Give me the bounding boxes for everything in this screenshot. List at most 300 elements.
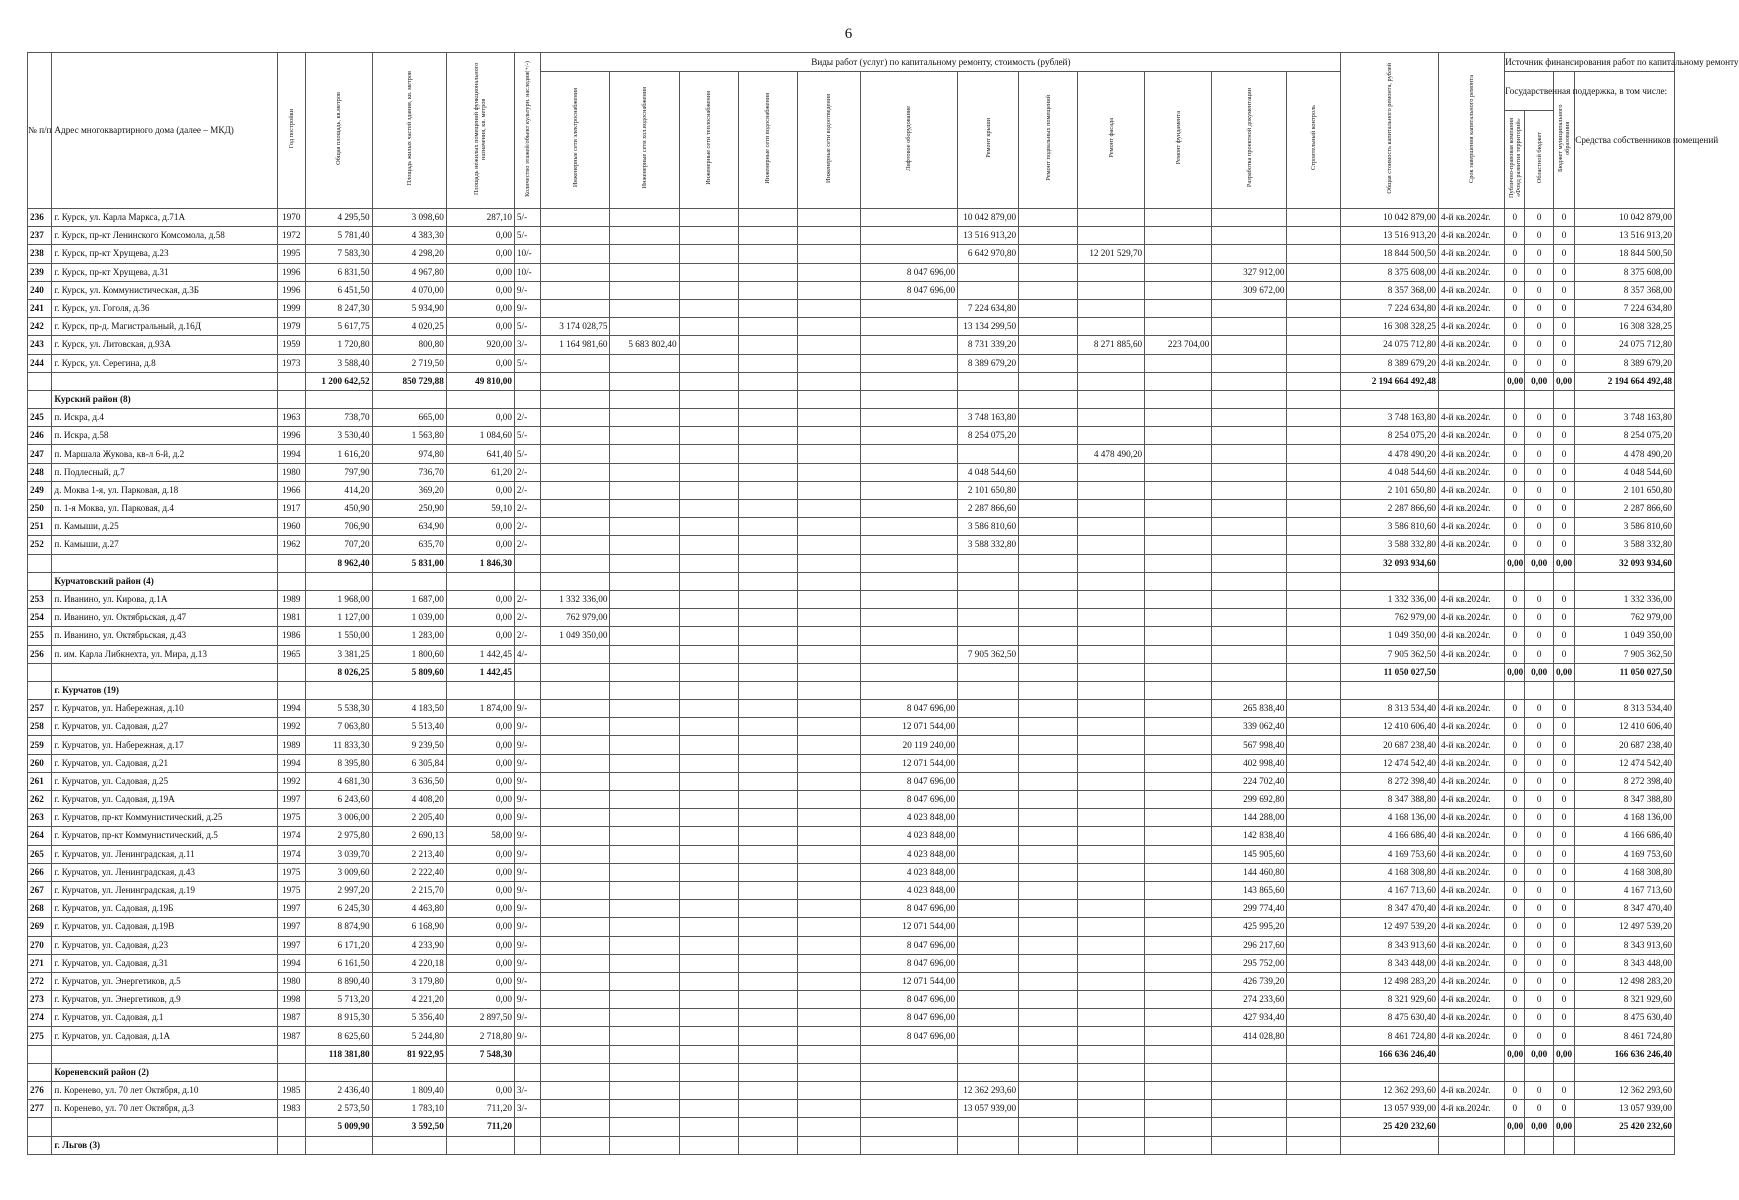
subtotal-work-design [1212, 1118, 1287, 1136]
row-work-sew [797, 245, 860, 263]
row-fund: 0 [1505, 881, 1525, 899]
row-total-cost: 8 343 913,60 [1341, 936, 1439, 954]
row-living-area: 4 298,20 [372, 245, 446, 263]
row-address: г. Курск, пр-кт Хрущева, д.23 [52, 245, 278, 263]
row-work-roof [958, 918, 1019, 936]
row-nonres-area: 0,00 [446, 627, 514, 645]
row-fund: 0 [1505, 900, 1525, 918]
row-work-foundation [1145, 881, 1212, 899]
section-empty-cell [278, 572, 305, 590]
row-work-lift: 20 119 240,00 [860, 736, 958, 754]
row-work-facade [1078, 1082, 1145, 1100]
row-living-area: 4 070,00 [372, 281, 446, 299]
section-empty-cell [679, 390, 738, 408]
row-year: 1998 [278, 991, 305, 1009]
header-fund: Публично-правовая компания «Фонд развития территорий» [1505, 111, 1525, 209]
section-empty-cell [1525, 1063, 1553, 1081]
row-work-control [1287, 609, 1341, 627]
subtotal-address [52, 372, 278, 390]
row-total-cost: 4 167 713,60 [1341, 881, 1439, 899]
row-work-elec [541, 427, 610, 445]
row-work-design [1212, 245, 1287, 263]
subtotal-floors [514, 1045, 540, 1063]
row-regional: 0 [1525, 1100, 1553, 1118]
row-work-facade [1078, 809, 1145, 827]
row-work-elec [541, 245, 610, 263]
row-work-gvs [738, 1082, 797, 1100]
row-municipal: 0 [1553, 900, 1574, 918]
row-work-gvs [738, 409, 797, 427]
section-empty-cell [679, 1063, 738, 1081]
section-empty-cell [1439, 572, 1505, 590]
section-empty-cell [1287, 572, 1341, 590]
row-fund: 0 [1505, 409, 1525, 427]
section-empty-cell [1212, 390, 1287, 408]
table-row [28, 1027, 1675, 1045]
row-work-hvs [610, 227, 679, 245]
subtotal-fund: 0,00 [1505, 554, 1525, 572]
row-number: 276 [28, 1082, 52, 1100]
row-work-basement [1019, 427, 1078, 445]
subtotal-deadline [1439, 554, 1505, 572]
section-empty-cell [958, 390, 1019, 408]
row-total-area: 6 171,20 [305, 936, 372, 954]
row-owners: 8 313 534,40 [1575, 700, 1675, 718]
row-fund: 0 [1505, 536, 1525, 554]
row-work-heat [679, 718, 738, 736]
row-deadline: 4-й кв.2024г. [1439, 281, 1505, 299]
row-owners: 8 343 913,60 [1575, 936, 1675, 954]
row-work-lift [860, 209, 958, 227]
row-floors: 9/- [514, 900, 540, 918]
row-work-control [1287, 209, 1341, 227]
row-work-facade [1078, 609, 1145, 627]
row-work-sew [797, 918, 860, 936]
row-floors: 2/- [514, 590, 540, 608]
row-deadline: 4-й кв.2024г. [1439, 1100, 1505, 1118]
section-empty-cell [610, 1136, 679, 1154]
row-year: 1974 [278, 845, 305, 863]
row-work-foundation [1145, 772, 1212, 790]
subtotal-work-elec [541, 1118, 610, 1136]
row-number: 267 [28, 881, 52, 899]
row-work-facade [1078, 1100, 1145, 1118]
table-row [28, 754, 1675, 772]
header-works-group: Виды работ (услуг) по капитальному ремонту, стоимость (рублей) [541, 53, 1341, 72]
subtotal-work-facade [1078, 372, 1145, 390]
subtotal-work-design [1212, 554, 1287, 572]
row-total-area: 8 874,90 [305, 918, 372, 936]
row-total-area: 2 997,20 [305, 881, 372, 899]
section-empty-cell [860, 1136, 958, 1154]
row-living-area: 3 179,80 [372, 972, 446, 990]
row-work-foundation [1145, 500, 1212, 518]
row-address: г. Курск, пр-д. Магистральный, д.16Д [52, 318, 278, 336]
row-work-basement [1019, 645, 1078, 663]
row-work-basement [1019, 700, 1078, 718]
row-work-elec [541, 645, 610, 663]
row-work-control [1287, 409, 1341, 427]
row-work-foundation [1145, 918, 1212, 936]
row-address: г. Курчатов, ул. Садовая, д.27 [52, 718, 278, 736]
row-work-heat [679, 245, 738, 263]
row-nonres-area: 0,00 [446, 954, 514, 972]
row-work-lift [860, 627, 958, 645]
row-work-roof [958, 736, 1019, 754]
row-nonres-area: 0,00 [446, 972, 514, 990]
subtotal-fund: 0,00 [1505, 1045, 1525, 1063]
row-work-foundation [1145, 209, 1212, 227]
subtotal-owners: 11 050 027,50 [1575, 663, 1675, 681]
row-work-hvs [610, 972, 679, 990]
row-work-gvs [738, 736, 797, 754]
row-floors: 3/- [514, 1100, 540, 1118]
section-empty-cell [1078, 390, 1145, 408]
row-work-facade [1078, 281, 1145, 299]
row-total-area: 5 617,75 [305, 318, 372, 336]
section-row [28, 1063, 1675, 1081]
row-work-elec [541, 1009, 610, 1027]
section-empty-cell [738, 681, 797, 699]
row-work-control [1287, 518, 1341, 536]
row-work-control [1287, 954, 1341, 972]
row-nonres-area: 1 084,60 [446, 427, 514, 445]
row-work-elec [541, 954, 610, 972]
row-work-roof: 7 905 362,50 [958, 645, 1019, 663]
subtotal-year [278, 1118, 305, 1136]
row-total-cost: 8 389 679,20 [1341, 354, 1439, 372]
row-work-heat [679, 954, 738, 972]
row-owners: 4 166 686,40 [1575, 827, 1675, 845]
row-floors: 5/- [514, 227, 540, 245]
row-work-lift [860, 481, 958, 499]
row-total-area: 2 436,40 [305, 1082, 372, 1100]
row-address: п. Камыши, д.25 [52, 518, 278, 536]
row-deadline: 4-й кв.2024г. [1439, 1009, 1505, 1027]
subtotal-deadline [1439, 1045, 1505, 1063]
row-floors: 10/- [514, 263, 540, 281]
row-work-foundation [1145, 754, 1212, 772]
row-work-elec [541, 227, 610, 245]
subtotal-owners: 166 636 246,40 [1575, 1045, 1675, 1063]
row-work-control [1287, 827, 1341, 845]
table-row [28, 991, 1675, 1009]
section-empty-cell [1439, 1063, 1505, 1081]
row-work-sew [797, 718, 860, 736]
subtotal-year [278, 1045, 305, 1063]
row-work-gvs [738, 536, 797, 554]
row-deadline: 4-й кв.2024г. [1439, 336, 1505, 354]
row-work-design [1212, 227, 1287, 245]
row-work-basement [1019, 518, 1078, 536]
row-work-sew [797, 881, 860, 899]
row-total-area: 8 247,30 [305, 299, 372, 317]
row-year: 1980 [278, 463, 305, 481]
row-work-foundation [1145, 536, 1212, 554]
row-work-gvs [738, 481, 797, 499]
section-empty-cell [1212, 1063, 1287, 1081]
row-work-hvs [610, 736, 679, 754]
row-work-gvs [738, 827, 797, 845]
row-work-foundation [1145, 227, 1212, 245]
row-work-hvs [610, 590, 679, 608]
row-work-lift: 4 023 848,00 [860, 863, 958, 881]
row-work-design [1212, 518, 1287, 536]
row-work-hvs [610, 772, 679, 790]
row-work-heat [679, 700, 738, 718]
row-work-sew [797, 954, 860, 972]
row-number: 242 [28, 318, 52, 336]
row-number: 245 [28, 409, 52, 427]
section-empty-cell [541, 681, 610, 699]
section-empty-cell [1575, 572, 1675, 590]
row-regional: 0 [1525, 336, 1553, 354]
row-work-gvs [738, 445, 797, 463]
row-fund: 0 [1505, 791, 1525, 809]
subtotal-total-cost: 2 194 664 492,48 [1341, 372, 1439, 390]
subtotal-work-heat [679, 1045, 738, 1063]
row-work-heat [679, 972, 738, 990]
row-work-design [1212, 627, 1287, 645]
row-work-sew [797, 209, 860, 227]
row-work-control [1287, 881, 1341, 899]
section-empty-cell [738, 390, 797, 408]
section-empty-cell [1439, 681, 1505, 699]
header-year: Год постройки [278, 53, 305, 209]
row-work-heat [679, 1082, 738, 1100]
subtotal-owners: 25 420 232,60 [1575, 1118, 1675, 1136]
row-regional: 0 [1525, 281, 1553, 299]
row-regional: 0 [1525, 881, 1553, 899]
row-work-elec [541, 845, 610, 863]
row-work-design: 414 028,80 [1212, 1027, 1287, 1045]
row-number: 250 [28, 500, 52, 518]
row-work-facade [1078, 1027, 1145, 1045]
row-living-area: 3 098,60 [372, 209, 446, 227]
row-work-gvs [738, 209, 797, 227]
row-work-heat [679, 881, 738, 899]
section-empty-cell [446, 390, 514, 408]
row-nonres-area: 0,00 [446, 754, 514, 772]
section-empty-cell [1145, 1136, 1212, 1154]
row-work-roof [958, 936, 1019, 954]
section-empty-cell [1019, 390, 1078, 408]
row-living-area: 5 934,90 [372, 299, 446, 317]
section-empty-cell [958, 1136, 1019, 1154]
row-work-hvs [610, 409, 679, 427]
row-owners: 16 308 328,25 [1575, 318, 1675, 336]
row-deadline: 4-й кв.2024г. [1439, 463, 1505, 481]
section-empty-cell [797, 390, 860, 408]
row-living-area: 2 215,70 [372, 881, 446, 899]
row-total-cost: 8 461 724,80 [1341, 1027, 1439, 1045]
row-owners: 2 287 866,60 [1575, 500, 1675, 518]
section-empty-cell [372, 1063, 446, 1081]
row-fund: 0 [1505, 627, 1525, 645]
row-work-design: 402 998,40 [1212, 754, 1287, 772]
row-work-roof: 8 389 679,20 [958, 354, 1019, 372]
row-work-roof: 13 516 913,20 [958, 227, 1019, 245]
row-deadline: 4-й кв.2024г. [1439, 354, 1505, 372]
row-work-design [1212, 336, 1287, 354]
row-address: г. Курск, ул. Коммунистическая, д.3Б [52, 281, 278, 299]
row-nonres-area: 0,00 [446, 772, 514, 790]
row-work-elec [541, 500, 610, 518]
row-total-area: 1 550,00 [305, 627, 372, 645]
subtotal-regional: 0,00 [1525, 1118, 1553, 1136]
row-work-design: 327 912,00 [1212, 263, 1287, 281]
row-work-hvs [610, 954, 679, 972]
row-work-basement [1019, 627, 1078, 645]
row-regional: 0 [1525, 445, 1553, 463]
section-empty-cell [1145, 572, 1212, 590]
row-work-gvs [738, 900, 797, 918]
row-work-roof [958, 590, 1019, 608]
subtotal-nonres-area: 49 810,00 [446, 372, 514, 390]
row-owners: 8 375 608,00 [1575, 263, 1675, 281]
row-regional: 0 [1525, 827, 1553, 845]
row-work-facade [1078, 227, 1145, 245]
row-year: 1975 [278, 809, 305, 827]
table-row [28, 1100, 1675, 1118]
row-floors: 9/- [514, 991, 540, 1009]
row-work-sew [797, 518, 860, 536]
row-work-sew [797, 590, 860, 608]
row-work-lift [860, 227, 958, 245]
row-work-facade [1078, 827, 1145, 845]
row-work-lift: 8 047 696,00 [860, 281, 958, 299]
row-total-cost: 7 224 634,80 [1341, 299, 1439, 317]
row-nonres-area: 59,10 [446, 500, 514, 518]
row-owners: 8 475 630,40 [1575, 1009, 1675, 1027]
header-total-cost: Общая стоимость капитального ремонта, рублей [1341, 53, 1439, 209]
row-work-sew [797, 1027, 860, 1045]
row-work-hvs [610, 645, 679, 663]
row-work-control [1287, 245, 1341, 263]
row-work-lift [860, 1100, 958, 1118]
row-work-basement [1019, 463, 1078, 481]
subtotal-living-area: 81 922,95 [372, 1045, 446, 1063]
header-regional: Областной бюджет [1525, 111, 1553, 209]
row-address: г. Курчатов, ул. Садовая, д.21 [52, 754, 278, 772]
row-work-elec [541, 536, 610, 554]
row-work-sew [797, 1100, 860, 1118]
row-work-gvs [738, 627, 797, 645]
page-number: 6 [844, 26, 853, 42]
row-work-elec [541, 1027, 610, 1045]
row-work-control [1287, 263, 1341, 281]
row-work-gvs [738, 954, 797, 972]
row-work-design: 142 838,40 [1212, 827, 1287, 845]
row-living-area: 736,70 [372, 463, 446, 481]
subtotal-num [28, 372, 52, 390]
row-total-area: 797,90 [305, 463, 372, 481]
subtotal-work-control [1287, 1118, 1341, 1136]
row-total-cost: 2 287 866,60 [1341, 500, 1439, 518]
subtotal-num [28, 554, 52, 572]
row-total-cost: 16 308 328,25 [1341, 318, 1439, 336]
subtotal-deadline [1439, 372, 1505, 390]
row-municipal: 0 [1553, 972, 1574, 990]
header-address: Адрес многоквартирного дома (далее – МКД) [52, 53, 278, 209]
row-work-roof [958, 772, 1019, 790]
row-work-design [1212, 1082, 1287, 1100]
row-owners: 10 042 879,00 [1575, 209, 1675, 227]
row-work-facade [1078, 645, 1145, 663]
row-deadline: 4-й кв.2024г. [1439, 791, 1505, 809]
section-empty-cell [610, 681, 679, 699]
section-empty-cell [797, 1136, 860, 1154]
row-work-roof [958, 718, 1019, 736]
row-work-elec [541, 445, 610, 463]
row-year: 1970 [278, 209, 305, 227]
row-work-facade [1078, 500, 1145, 518]
row-work-foundation [1145, 354, 1212, 372]
row-work-facade [1078, 900, 1145, 918]
section-empty-cell [305, 1063, 372, 1081]
row-deadline: 4-й кв.2024г. [1439, 518, 1505, 536]
row-total-cost: 8 347 388,80 [1341, 791, 1439, 809]
row-number: 238 [28, 245, 52, 263]
row-floors: 2/- [514, 481, 540, 499]
row-work-control [1287, 481, 1341, 499]
row-deadline: 4-й кв.2024г. [1439, 718, 1505, 736]
row-total-cost: 13 516 913,20 [1341, 227, 1439, 245]
row-work-control [1287, 845, 1341, 863]
row-work-heat [679, 299, 738, 317]
table-row [28, 918, 1675, 936]
row-work-basement [1019, 881, 1078, 899]
row-owners: 8 461 724,80 [1575, 1027, 1675, 1045]
row-work-gvs [738, 991, 797, 1009]
row-regional: 0 [1525, 754, 1553, 772]
row-work-facade [1078, 481, 1145, 499]
row-work-elec [541, 700, 610, 718]
section-empty-cell [1145, 390, 1212, 408]
row-work-lift [860, 500, 958, 518]
row-fund: 0 [1505, 263, 1525, 281]
row-municipal: 0 [1553, 627, 1574, 645]
row-work-basement [1019, 754, 1078, 772]
row-floors: 2/- [514, 609, 540, 627]
subtotal-work-facade [1078, 1118, 1145, 1136]
row-work-roof [958, 827, 1019, 845]
subtotal-work-gvs [738, 372, 797, 390]
row-nonres-area: 0,00 [446, 536, 514, 554]
row-year: 1994 [278, 445, 305, 463]
row-work-heat [679, 863, 738, 881]
row-number: 264 [28, 827, 52, 845]
subtotal-deadline [1439, 1118, 1505, 1136]
row-regional: 0 [1525, 209, 1553, 227]
row-nonres-area: 711,20 [446, 1100, 514, 1118]
row-living-area: 4 221,20 [372, 991, 446, 1009]
row-address: г. Курчатов, ул. Садовая, д.19Б [52, 900, 278, 918]
row-regional: 0 [1525, 736, 1553, 754]
row-municipal: 0 [1553, 863, 1574, 881]
row-work-heat [679, 518, 738, 536]
row-number: 261 [28, 772, 52, 790]
row-total-cost: 10 042 879,00 [1341, 209, 1439, 227]
row-floors: 9/- [514, 754, 540, 772]
row-work-design: 144 288,00 [1212, 809, 1287, 827]
subtotal-address [52, 1045, 278, 1063]
row-floors: 2/- [514, 463, 540, 481]
subtotal-work-roof [958, 1045, 1019, 1063]
row-work-hvs [610, 299, 679, 317]
subtotal-work-design [1212, 372, 1287, 390]
table-row [28, 299, 1675, 317]
